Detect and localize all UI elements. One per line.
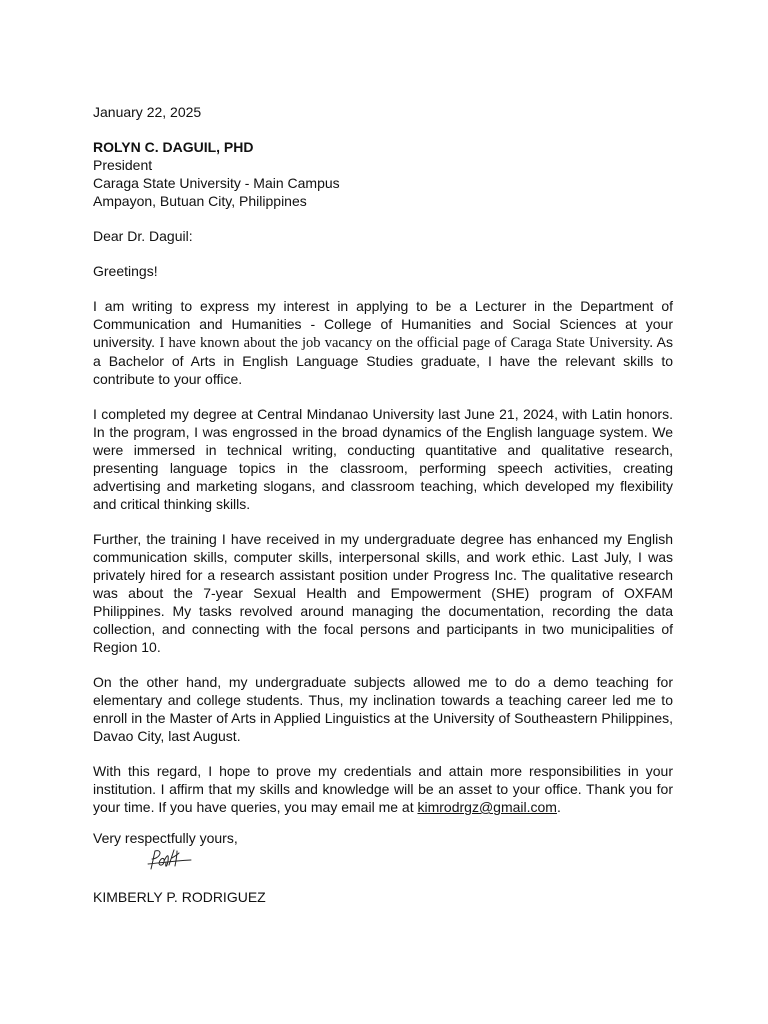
paragraph-education: I completed my degree at Central Mindanao University last June 21, 2024, with Latin honors. In the program, I was engrossed in the broad dynamics of the English language system. We were immersed in technical writing, conducting quantitative and qualitative research, presenting language topics in the classroom, performing speech activities, creating advertising and marketing slogans, and classroom teaching, which developed my flexibility and critical thinking skills. (93, 406, 673, 512)
salutation: Dear Dr. Daguil: (93, 228, 193, 244)
paragraph-intro-part1: I am writing to express my interest in applying to be a Lecturer in the Department of Communication and Humanities - College of Humanities and Social Sciences at your university. (93, 298, 673, 350)
signature-image (145, 847, 193, 875)
letter-page (93, 103, 673, 906)
paragraph-intro-part3: As a Bachelor of Arts in English Language Studies graduate, I have the relevant skills to contribute to your office. (93, 334, 673, 387)
paragraph-intro (93, 297, 673, 388)
greeting: Greetings! (93, 263, 158, 279)
paragraph-intro-serif-sentence: I have known about the job vacancy on the official page of Caraga State University. (159, 335, 653, 351)
recipient-title: President (93, 157, 153, 173)
recipient-address: Ampayon, Butuan City, Philippines (93, 193, 307, 209)
paragraph-teaching: On the other hand, my undergraduate subjects allowed me to do a demo teaching for elementary and college students. Thus, my inclination towards a teaching career led me to enroll in the Master of Arts in Applied Linguistics at the University of Southeastern Philippines, Davao City, last August. (93, 674, 673, 744)
recipient-block (93, 138, 673, 210)
paragraph-experience: Further, the training I have received in my undergraduate degree has enhanced my English communication skills, computer skills, interpersonal skills, and work ethic. Last July, I was privately hired for a research assistant position under Progress Inc. The qualitative research was about the 7-year Sexual Health and Empowerment (SHE) program of OXFAM Philippines. My tasks revolved around managing the documentation, recording the data collection, and connecting with the focal persons and participants in two municipalities of Region 10. (93, 531, 673, 655)
paragraph-closing-end: . (556, 799, 561, 815)
recipient-name: ROLYN C. DAGUIL, PHD (93, 139, 254, 155)
closing-phrase: Very respectfully yours, (93, 830, 238, 846)
email-link[interactable]: kimrodrgz@gmail.com (417, 799, 557, 815)
letter-date: January 22, 2025 (93, 104, 202, 120)
signer-name: KIMBERLY P. RODRIGUEZ (93, 889, 266, 905)
paragraph-closing (93, 762, 673, 816)
paragraph-closing-text: With this regard, I hope to prove my credentials and attain more responsibilities in your institution. I affirm that my skills and knowledge will be an asset to your office. Thank you for your time. If you have queries, you may email me at (93, 763, 673, 815)
recipient-institution: Caraga State University - Main Campus (93, 175, 340, 191)
